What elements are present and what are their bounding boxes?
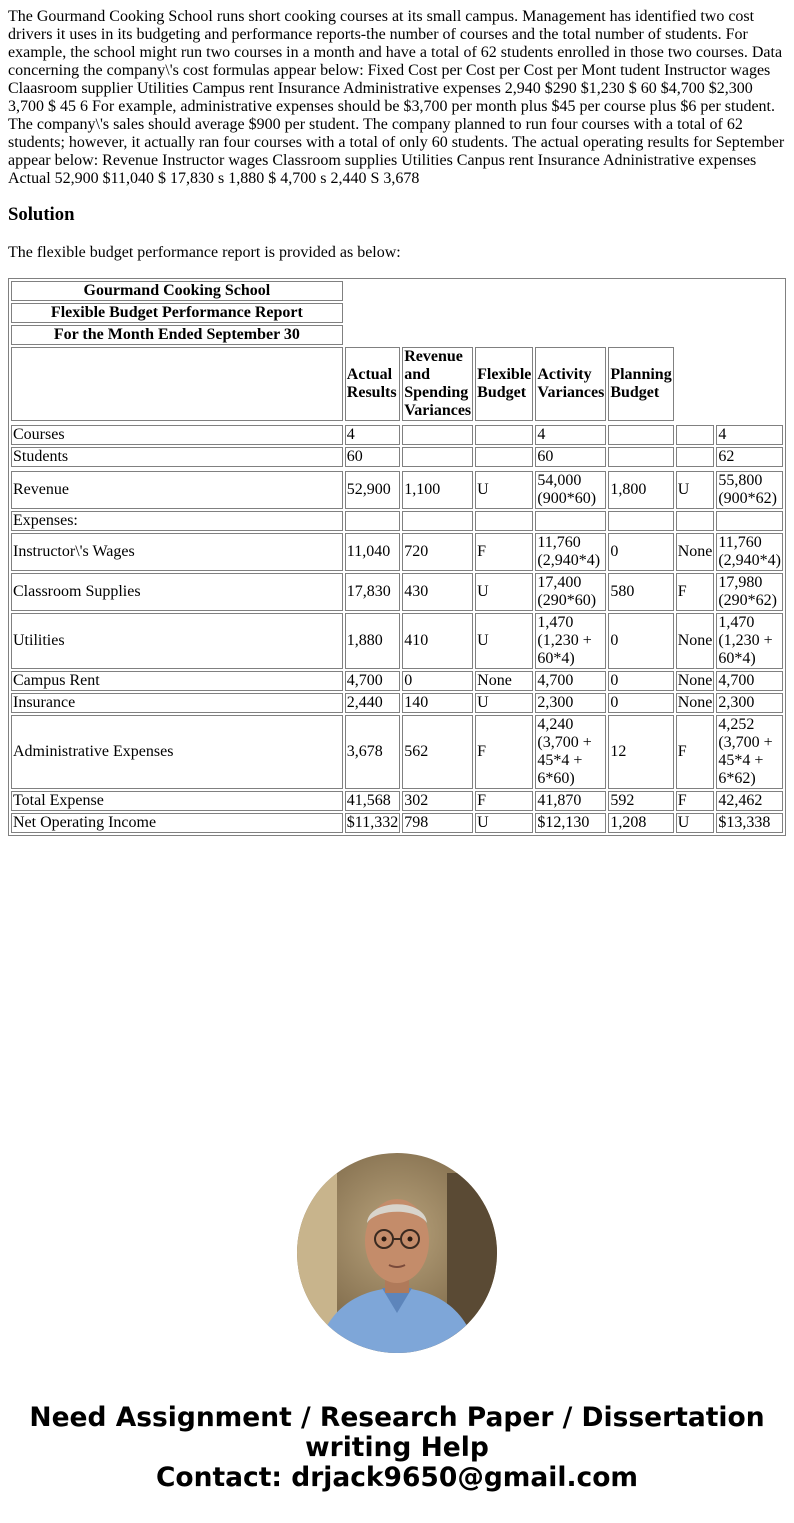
table-row (11, 425, 783, 445)
table-row (11, 693, 783, 713)
flexible-budget-cell: 4,700 (535, 671, 606, 691)
table-row (11, 573, 783, 611)
actual-cell: $11,332 (346, 814, 399, 831)
spending-fu-cell: U (475, 613, 533, 669)
row-label: Utilities (11, 613, 343, 669)
table-row (11, 511, 783, 531)
activity-fu-cell: None (677, 694, 713, 711)
spending-variance-cell: 562 (402, 715, 473, 789)
activity-fu-cell: F (676, 791, 715, 811)
spending-variance-cell: 140 (402, 693, 473, 713)
row-label: Insurance (11, 693, 343, 713)
footer-line-1: Need Assignment / Research Paper / Dissertation (29, 1402, 765, 1433)
planning-budget-cell: 4,252 (3,700 + 45*4 + 6*62) (716, 715, 783, 789)
flexible-budget-cell: 60 (535, 447, 606, 467)
planning-budget-cell (716, 511, 783, 531)
activity-variance-cell: 0 (608, 693, 673, 713)
col-header-spending-variances: Revenue and Spending Variances (404, 348, 472, 419)
activity-fu-cell (676, 447, 715, 467)
row-label: Instructor\'s Wages (11, 533, 343, 571)
spending-variance-cell (402, 425, 473, 445)
spending-fu-cell: U (475, 813, 533, 833)
report-title-row (11, 281, 783, 301)
planning-budget-cell: 1,470 (1,230 + 60*4) (716, 613, 783, 669)
report-title-school: Gourmand Cooking School (11, 281, 343, 301)
activity-fu-cell: U (676, 813, 715, 833)
row-label: Total Expense (11, 791, 343, 811)
flexible-budget-cell: 41,870 (535, 791, 606, 811)
spending-fu-cell (475, 511, 533, 531)
activity-fu-cell (676, 511, 715, 531)
flexible-budget-cell: 4 (535, 425, 606, 445)
spending-fu-cell: U (475, 471, 533, 509)
activity-variance-cell: 0 (608, 671, 673, 691)
spending-fu-cell: None (475, 671, 533, 691)
planning-budget-cell: 11,760 (2,940*4) (718, 534, 781, 569)
activity-variance-cell: 592 (608, 791, 673, 811)
planning-budget-cell: 62 (716, 447, 783, 467)
activity-fu-cell: U (676, 471, 715, 509)
spending-fu-cell: F (475, 715, 533, 789)
activity-fu-cell: None (676, 613, 715, 669)
row-label: Campus Rent (11, 671, 343, 691)
activity-fu-cell: F (676, 715, 715, 789)
report-title-row (11, 325, 783, 345)
activity-variance-cell: 0 (608, 533, 673, 571)
table-row (11, 533, 783, 571)
flexible-budget-cell: 11,760 (2,940*4) (535, 533, 606, 571)
flexible-budget-cell (535, 511, 606, 531)
report-title-row (11, 303, 783, 323)
report-title-period: For the Month Ended September 30 (11, 325, 343, 345)
flexible-budget-cell: 4,240 (3,700 + 45*4 + 6*60) (535, 715, 606, 789)
flexible-budget-cell: 17,400 (290*60) (535, 573, 606, 611)
spending-variance-cell (402, 511, 473, 531)
actual-cell: 11,040 (345, 533, 400, 571)
column-header-row (11, 347, 783, 421)
solution-intro: The flexible budget performance report is provided as below: (8, 244, 401, 261)
table-row (11, 715, 783, 789)
flexible-budget-cell: 1,470 (1,230 + 60*4) (535, 613, 606, 669)
row-label: Courses (11, 425, 343, 445)
table-row (11, 791, 783, 811)
report-title-name: Flexible Budget Performance Report (11, 303, 343, 323)
header-blank-cell (11, 347, 343, 421)
col-header-flexible-budget: Flexible Budget (475, 347, 533, 421)
actual-cell: 17,830 (345, 573, 400, 611)
row-label: Classroom Supplies (11, 573, 343, 611)
spending-fu-cell (475, 447, 533, 467)
planning-budget-cell: $13,338 (716, 813, 783, 833)
actual-cell: 41,568 (345, 791, 400, 811)
activity-variance-cell: 0 (608, 613, 673, 669)
planning-budget-cell: 55,800 (900*62) (716, 471, 783, 509)
planning-budget-cell: 4,700 (716, 671, 783, 691)
row-label: Administrative Expenses (11, 715, 343, 789)
activity-variance-cell: 12 (608, 715, 673, 789)
table-row (11, 671, 783, 691)
footer-line-2: writing Help (305, 1432, 489, 1463)
actual-cell (345, 511, 400, 531)
col-header-planning-budget: Planning Budget (608, 347, 673, 421)
activity-variance-cell (608, 511, 673, 531)
activity-fu-cell: F (676, 573, 715, 611)
actual-cell: 60 (345, 447, 400, 467)
activity-variance-cell: 580 (608, 573, 673, 611)
spending-fu-cell: U (475, 573, 533, 611)
activity-variance-cell (608, 425, 673, 445)
activity-fu-cell (676, 425, 715, 445)
question-text: The Gourmand Cooking School runs short cooking courses at its small campus. Management has identified two cost drivers it uses in its budgeting and performance reports-the number of courses and the total number of students. For example, the school might run two courses in a month and have a total of 62 students enrolled in those two courses. Data concerning the company\'s cost formulas appear below: Fixed Cost per Cost per Cost per Mont tudent Instructor wages Claasroom supplier Utilities Campus rent Insurance Administrative expenses 2,940 $290 $1,230 $ 60 $4,700 $2,300 3,700 $ 45 6 For example, administrative expenses should be $3,700 per month plus $45 per course plus $6 per student. The company\'s sales should average $900 per student. The company planned to run four courses with a total of 62 students; however, it actually ran four courses with a total of only 60 students. The actual operating results for September appear below: Revenue Instructor wages Classroom supplies Utilities Canpus rent Insurance Adninistrative expenses Actual 52,900 $11,040 $ 17,830 s 1,880 $ 4,700 s 2,440 S 3,678 (8, 8, 785, 187)
actual-cell: 4,700 (345, 671, 400, 691)
report-body (11, 425, 783, 833)
spending-variance-cell: 302 (402, 791, 473, 811)
planning-budget-cell: 4 (716, 425, 783, 445)
spending-variance-cell: 798 (402, 813, 473, 833)
actual-cell: 1,880 (345, 613, 400, 669)
activity-variance-cell: 1,800 (608, 471, 673, 509)
spending-fu-cell: U (475, 693, 533, 713)
planning-budget-cell: 2,300 (716, 693, 783, 713)
person-portrait-icon (297, 1153, 497, 1353)
activity-fu-cell: None (676, 533, 715, 571)
row-label: Expenses: (11, 511, 343, 531)
actual-cell: 52,900 (345, 471, 400, 509)
planning-budget-cell: 42,462 (716, 791, 783, 811)
spending-variance-cell: 1,100 (402, 471, 473, 509)
table-row (11, 471, 783, 509)
table-row (11, 613, 783, 669)
spending-variance-cell: 430 (402, 573, 473, 611)
actual-cell: 2,440 (345, 693, 400, 713)
row-label: Students (11, 447, 343, 467)
actual-cell: 4 (345, 425, 400, 445)
col-header-activity-variances: Activity Variances (535, 347, 606, 421)
planning-budget-cell: 17,980 (290*62) (716, 573, 783, 611)
spending-variance-cell: 410 (402, 613, 473, 669)
actual-cell: 3,678 (345, 715, 400, 789)
footer-banner (0, 1403, 794, 1493)
table-row (11, 813, 783, 833)
solution-heading: Solution (8, 204, 75, 225)
row-label: Net Operating Income (11, 813, 343, 833)
table-row (11, 447, 783, 467)
spending-fu-cell: F (475, 533, 533, 571)
col-header-actual: Actual Results (345, 347, 400, 421)
flexible-budget-cell: 2,300 (535, 693, 606, 713)
flexible-budget-cell: 54,000 (900*60) (535, 471, 606, 509)
activity-variance-cell: 1,208 (608, 813, 673, 833)
activity-fu-cell: None (677, 672, 713, 689)
row-label: Revenue (11, 471, 343, 509)
activity-variance-cell (608, 447, 673, 467)
spending-fu-cell: F (475, 791, 533, 811)
spending-fu-cell (475, 425, 533, 445)
spending-variance-cell: 720 (402, 533, 473, 571)
footer-contact: Contact: drjack9650@gmail.com (155, 1462, 639, 1493)
spending-variance-cell: 0 (402, 671, 473, 691)
performance-report-table (8, 278, 786, 836)
spending-variance-cell (402, 447, 473, 467)
flexible-budget-cell: $12,130 (535, 813, 606, 833)
